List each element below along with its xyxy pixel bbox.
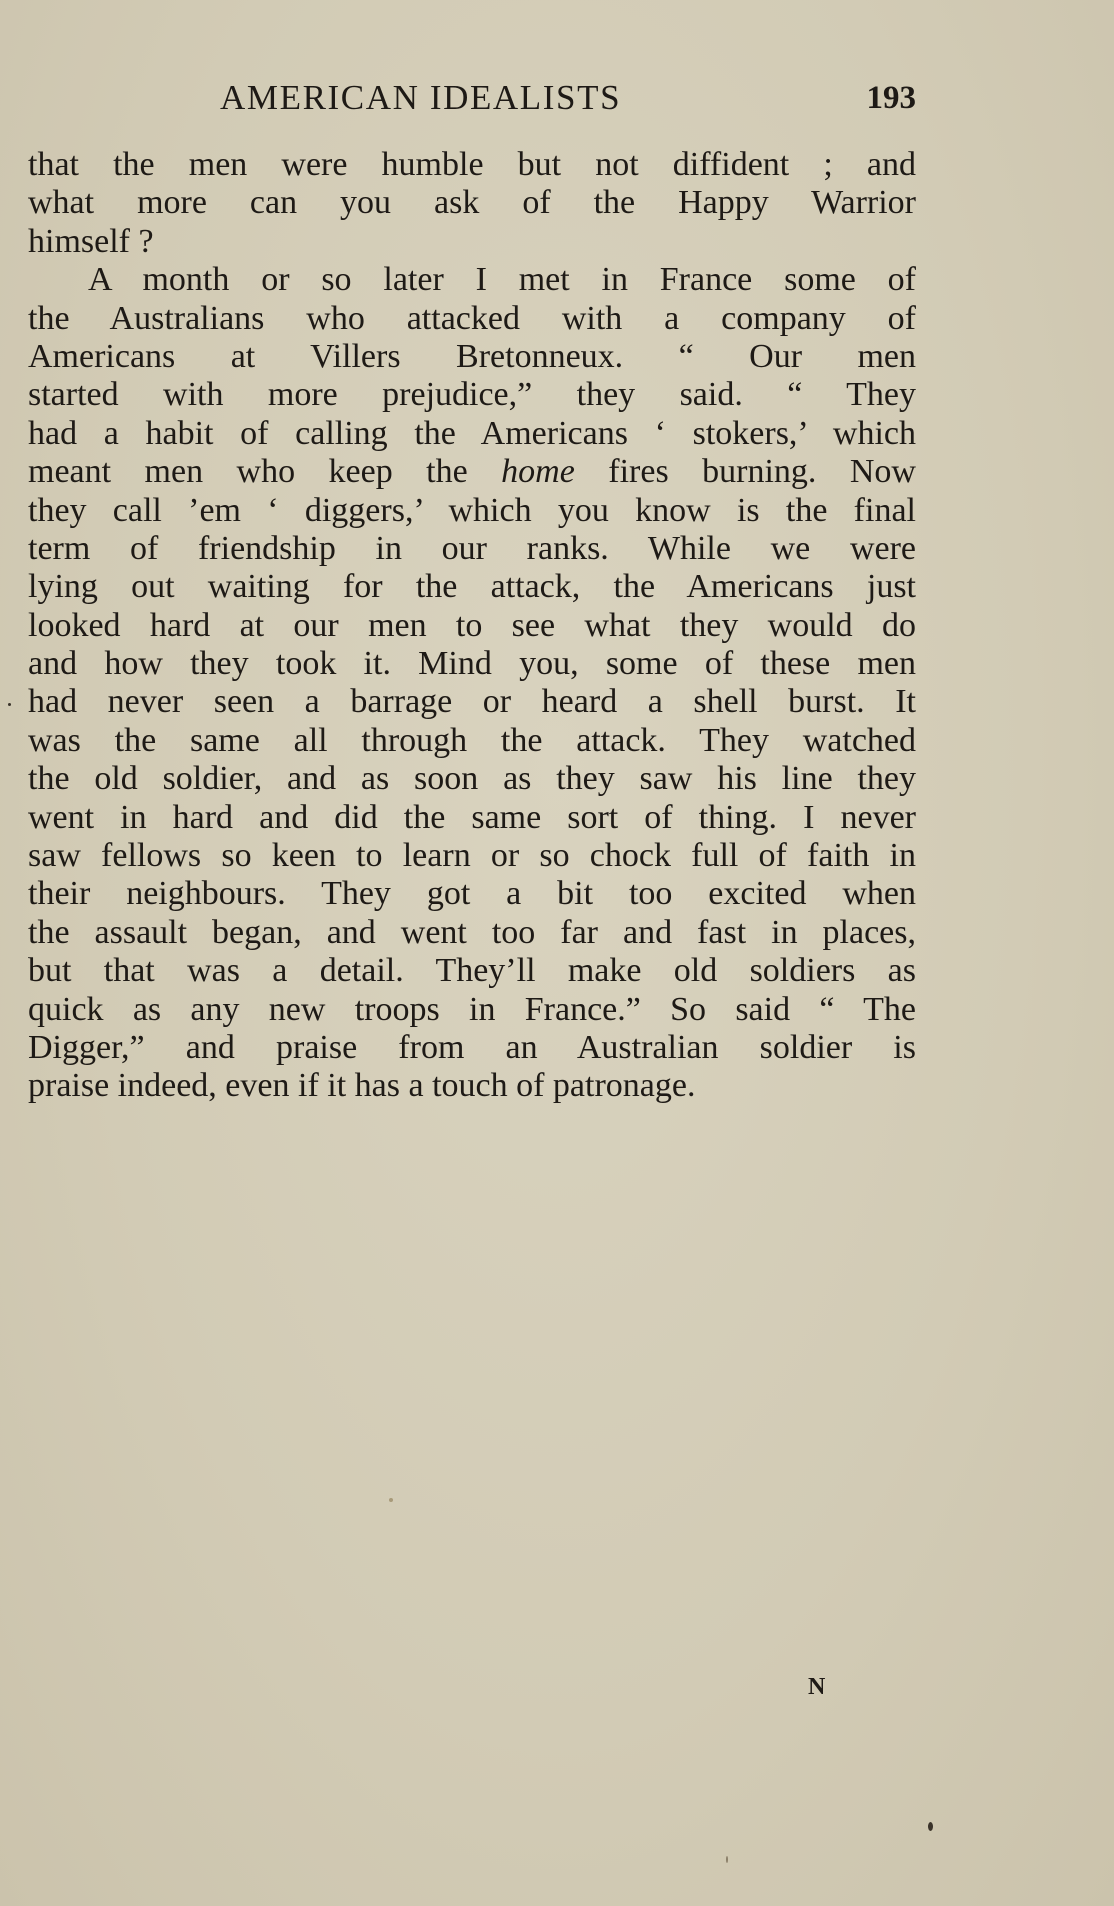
signature-mark: N xyxy=(808,1674,826,1700)
text-line: lying out waiting for the attack, the Americans just xyxy=(28,568,916,606)
text-line xyxy=(28,453,916,491)
text-line: but that was a detail. They’ll make old soldiers as xyxy=(28,952,916,990)
text-line: term of friendship in our ranks. While we were xyxy=(28,529,916,567)
text-line: himself ? xyxy=(28,222,154,260)
text-line: the old soldier, and as soon as they saw his line they xyxy=(28,760,916,798)
text-line: that the men were humble but not diffident ; and xyxy=(28,146,916,183)
text-line: they call ’em ‘ diggers,’ which you know is the final xyxy=(28,491,916,529)
text-line-paragraph-start: A month or so later I met in France some of xyxy=(88,261,916,299)
text-line: the Australians who attacked with a company of xyxy=(28,299,916,337)
running-title: AMERICAN IDEALISTS xyxy=(220,78,622,117)
paper-speck xyxy=(726,1856,728,1863)
paper-speck xyxy=(389,1498,393,1502)
text-segment: meant men who keep the xyxy=(28,453,502,491)
italic-word: home xyxy=(501,453,575,491)
text-line: what more can you ask of the Happy Warrior xyxy=(28,184,916,222)
text-line: and how they took it. Mind you, some of these men xyxy=(28,645,916,683)
text-line: started with more prejudice,” they said. “ They xyxy=(28,376,916,414)
text-line: Americans at Villers Bretonneux. “ Our men xyxy=(28,337,916,375)
text-line-paragraph-end: praise indeed, even if it has a touch of patronage. xyxy=(28,1067,696,1105)
page-number: 193 xyxy=(866,80,916,116)
text-line: Digger,” and praise from an Australian soldier is xyxy=(28,1028,916,1066)
running-head xyxy=(28,76,916,120)
text-line: looked hard at our men to see what they would do xyxy=(28,606,916,644)
text-line: the assault began, and went too far and fast in places, xyxy=(28,913,916,951)
text-line: had a habit of calling the Americans ‘ stokers,’ which xyxy=(28,414,916,452)
text-line: saw fellows so keen to learn or so chock full of faith in xyxy=(28,837,916,875)
paper-speck xyxy=(8,703,11,706)
text-line: their neighbours. They got a bit too excited when xyxy=(28,875,916,913)
body-text xyxy=(28,146,916,1106)
text-line: was the same all through the attack. They watched xyxy=(28,721,916,759)
text-line: quick as any new troops in France.” So said “ The xyxy=(28,990,916,1028)
text-line: went in hard and did the same sort of thing. I never xyxy=(28,798,916,836)
text-segment: fires burning. Now xyxy=(574,453,916,491)
paper-speck xyxy=(928,1822,933,1831)
text-line: had never seen a barrage or heard a shell burst. It xyxy=(28,683,916,721)
